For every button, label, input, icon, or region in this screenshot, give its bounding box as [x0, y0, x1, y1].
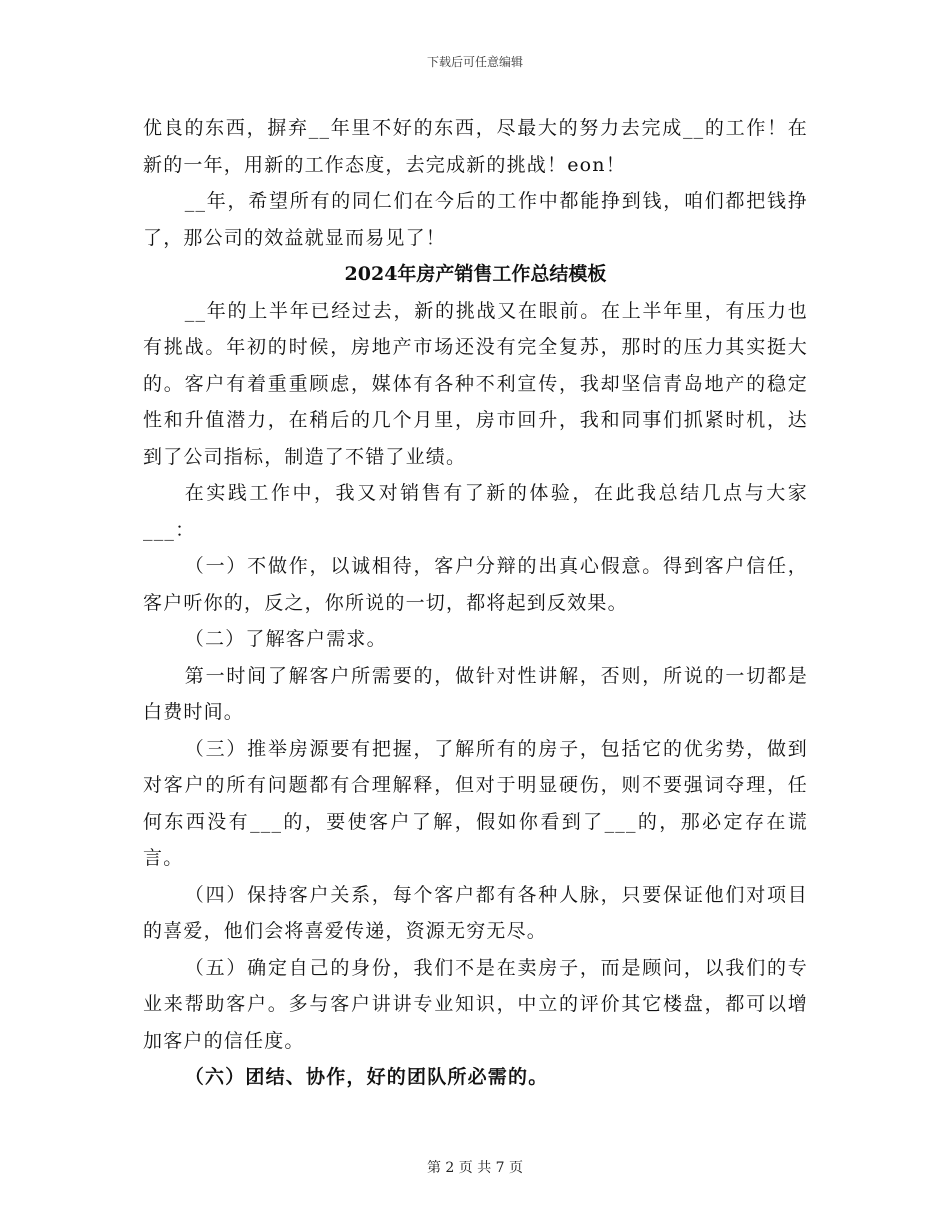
- paragraph-point-2-detail: 第一时间了解客户所需要的，做针对性讲解，否则，所说的一切都是白费时间。: [143, 664, 808, 723]
- paragraph-point-5: （五）确定自己的身份，我们不是在卖房子，而是顾问，以我们的专业来帮助客户。多与客户讲讲专业知识，中立的评价其它楼盘，都可以增加客户的信任度。: [143, 956, 808, 1052]
- paragraph-point-4: （四）保持客户关系，每个客户都有各种人脉，只要保证他们对项目的喜爱，他们会将喜爱传递，资源无穷无尽。: [143, 883, 808, 942]
- paragraph-point-3: （三）推举房源要有把握，了解所有的房子，包括它的优劣势，做到对客户的所有问题都有合理解释，但对于明显硬伤，则不要强词夺理，任何东西没有___的，要使客户了解，假如你看到了___的，那必定存在谎言。: [143, 737, 808, 869]
- paragraph-point-6: （六）团结、协作，好的团队所必需的。: [184, 1066, 549, 1088]
- paragraph-continuation: 优良的东西，摒弃__年里不好的东西，尽最大的努力去完成__的工作！在新的一年，用新的工作态度，去完成新的挑战！eon！: [143, 117, 808, 176]
- paragraph-closing: __年，希望所有的同仁们在今后的工作中都能挣到钱，咱们都把钱挣了，那公司的效益就显而易见了！: [143, 190, 808, 249]
- paragraph-point-1: （一）不做作，以诚相待，客户分辩的出真心假意。得到客户信任，客户听你的，反之，你所说的一切，都将起到反效果。: [143, 555, 808, 614]
- paragraph-intro: __年的上半年已经过去，新的挑战又在眼前。在上半年里，有压力也有挑战。年初的时候，房地产市场还没有完全复苏，那时的压力其实挺大的。客户有着重重顾虑，媒体有各种不利宣传，我却坚信青岛地产的稳定性和升值潜力，在稍后的几个月里，房市回升，我和同事们抓紧时机，达到了公司指标，制造了不错了业绩。: [143, 299, 808, 468]
- page-number-footer: 第 2 页 共 7 页: [426, 1160, 524, 1176]
- paragraph-summary-lead: 在实践工作中，我又对销售有了新的体验，在此我总结几点与大家___：: [143, 482, 808, 541]
- header-note: 下载后可任意编辑: [426, 55, 523, 69]
- document-body: [143, 110, 808, 1096]
- section-title: 2024年房产销售工作总结模板: [344, 263, 607, 285]
- paragraph-point-2: （二）了解客户需求。: [184, 628, 387, 650]
